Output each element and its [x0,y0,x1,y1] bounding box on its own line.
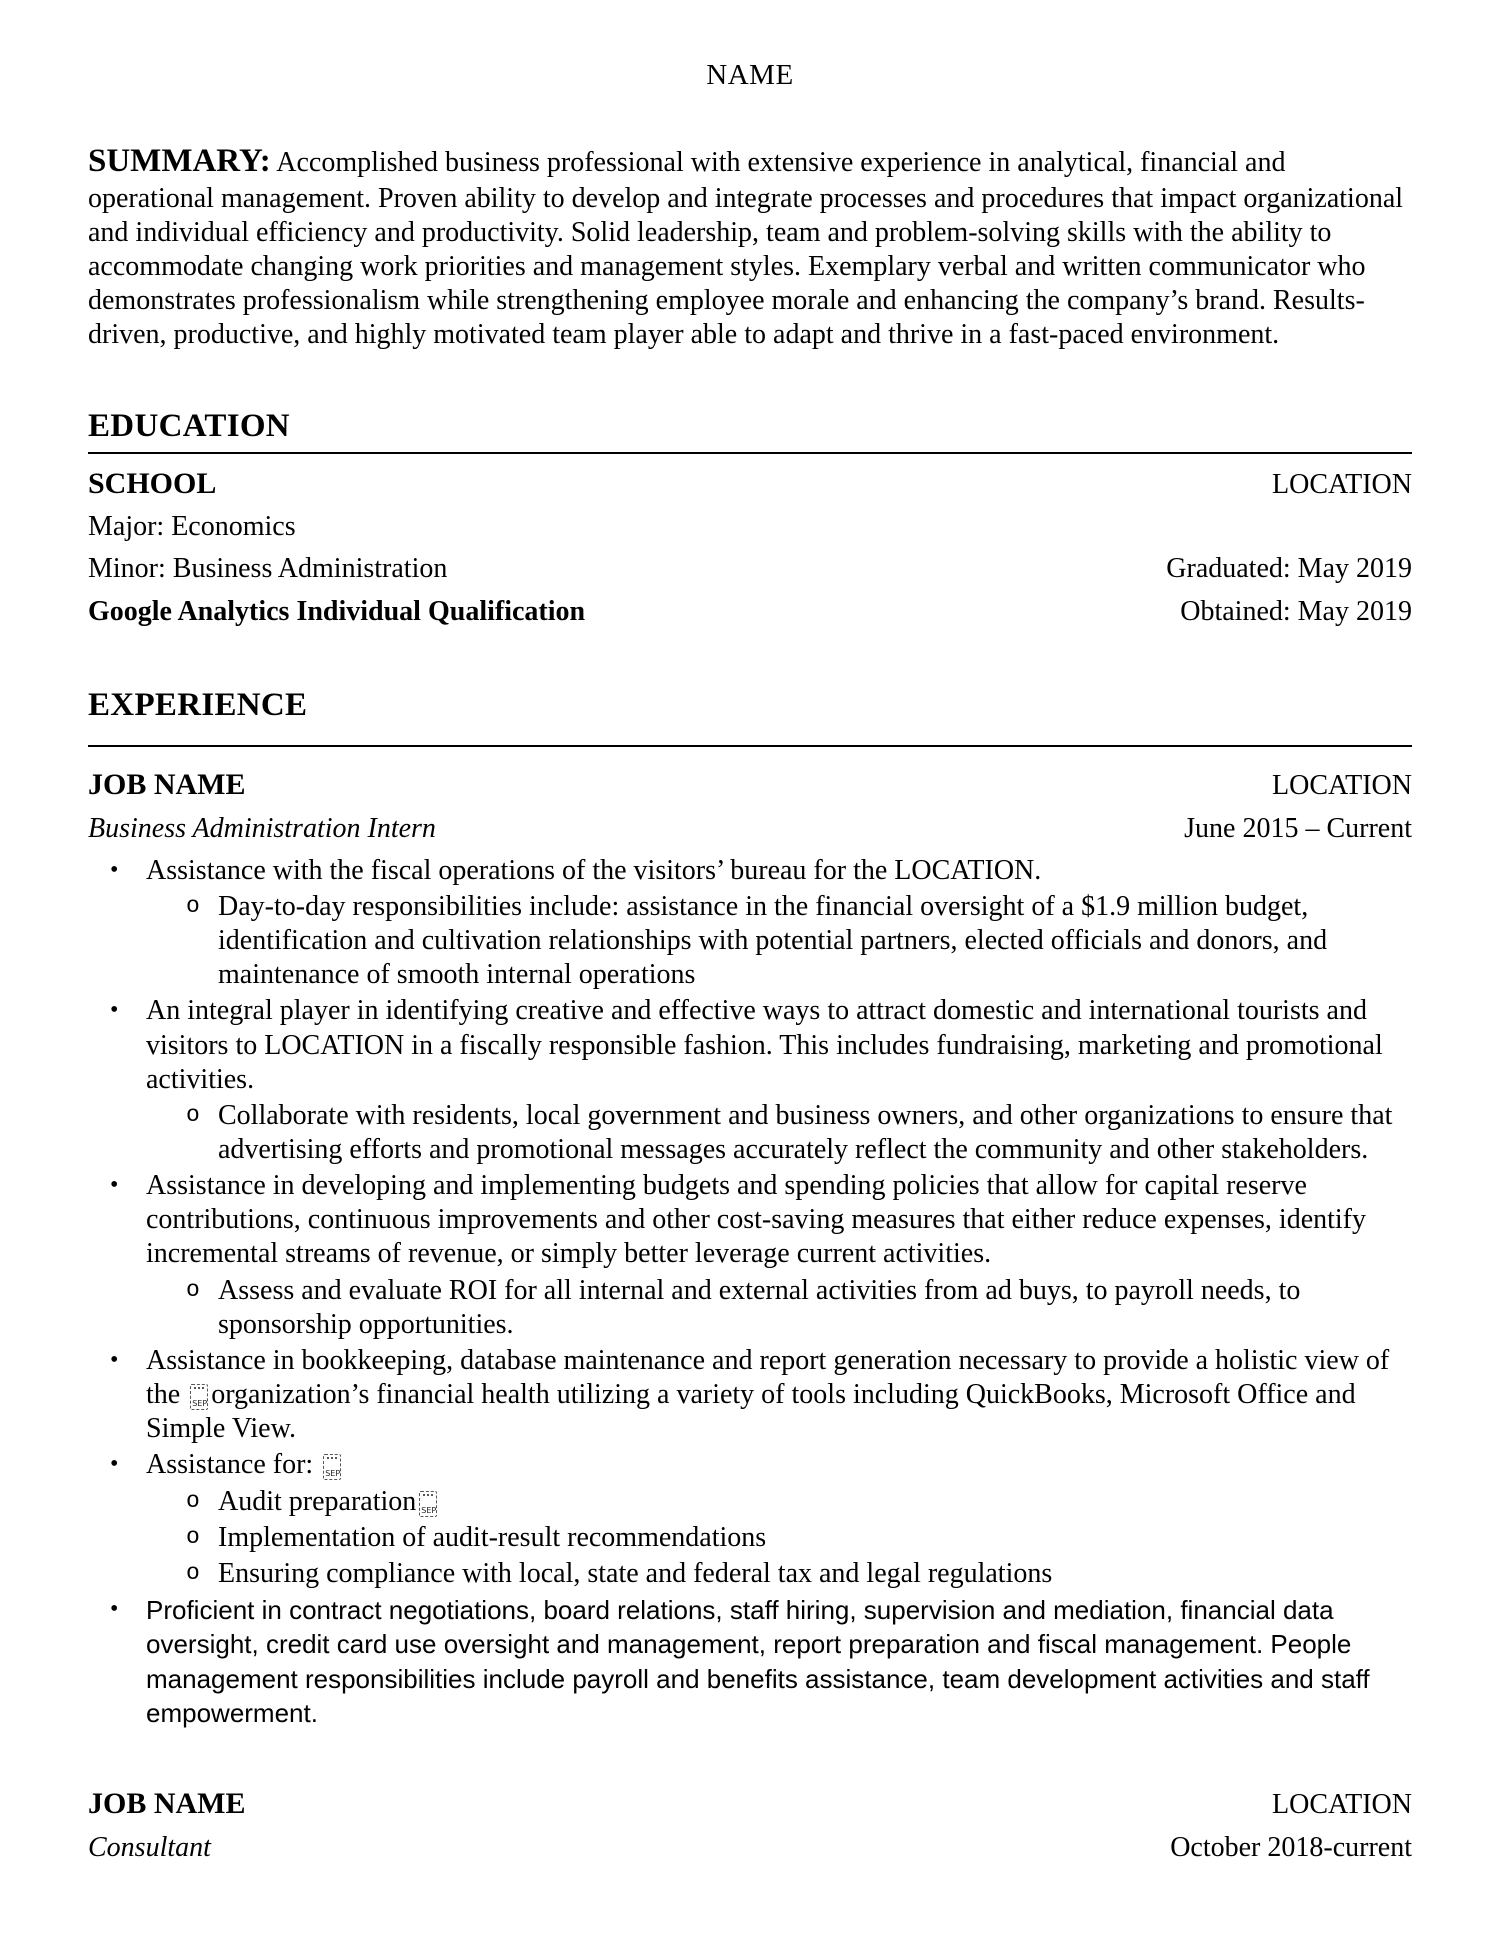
list-item [110,994,1412,1096]
sep-label: SEP [421,1505,437,1515]
sep-control-character [190,1384,208,1410]
bullet-text: Assistance with the fiscal operations of the visitors’ bureau for the LOCATION. [146,854,1042,886]
bullet-icon: • [110,856,119,883]
list-item [186,1274,1412,1342]
bullet-text: Assess and evaluate ROI for all internal and external activities from ad buys, to payroll needs, to sponsorship opportunities. [218,1274,1301,1340]
sub-bullet-icon: o [186,1487,200,1514]
bullet-text: Ensuring compliance with local, state and federal tax and legal regulations [218,1557,1053,1589]
sep-control-character [323,1454,341,1480]
education-major: Major: Economics [88,511,296,543]
bullet-text [218,1485,1412,1519]
list-item [110,1169,1412,1271]
sub-bullet-icon: o [186,892,200,919]
bullet-text: Proficient in contract negotiations, board relations, staff hiring, supervision and mediation, financial data oversight, credit card use oversight and management, report preparation and fiscal management. People management responsibilities include payroll and benefits assistance, team development activities and staff empowerment. [146,1595,1370,1728]
job-name: JOB NAME [88,767,246,801]
list-item [110,1344,1412,1446]
job-role: Business Administration Intern [88,812,436,844]
list-item [110,1593,1412,1730]
list-item [186,890,1412,992]
sep-control-character [419,1491,437,1517]
education-graduated-date: Graduated: May 2019 [1166,553,1412,585]
list-item [186,1099,1412,1167]
bullet-icon: • [110,1596,119,1622]
page-title: NAME [706,59,794,91]
list-item [186,1485,1412,1519]
summary-label: SUMMARY: [88,143,271,180]
bullet-text: Collaborate with residents, local government and business owners, and other organizations to ensure that advertising efforts and promotional messages accurately reflect the community and other stakeholders. [218,1099,1393,1165]
section-heading-experience: EXPERIENCE [88,685,1412,747]
bullet-text-part: Audit preparation [218,1485,417,1517]
education-location: LOCATION [1272,468,1412,500]
list-item [186,1521,1412,1555]
job1-header-row [88,767,1412,804]
sub-bullet-icon: o [186,1559,200,1586]
bullet-text: An integral player in identifying creative and effective ways to attract domestic and international tourists and visitors to LOCATION in a fiscally responsible fashion. This includes fundraising, marketing and promotional activities. [146,995,1383,1095]
sub-bullet-icon: o [186,1276,200,1303]
job-dates: October 2018-current [1170,1831,1412,1863]
summary-text: Accomplished business professional with extensive experience in analytical, financial and operational management. Proven ability to develop and integrate processes and procedures that impact organizational and individual efficiency and productivity. Solid leadership, team and problem-solving skills with the ability to accommodate changing work priorities and management styles. Exemplary verbal and written communicator who demonstrates professionalism while strengthening employee morale and enhancing the company’s brand. Results-driven, productive, and highly motivated team player able to adapt and thrive in a fast-paced environment. [88,147,1404,351]
sep-label: SEP [192,1399,208,1409]
list-item [186,1557,1412,1591]
education-qualification-row [88,595,1412,629]
bullet-text: Implementation of audit-result recommendations [218,1521,767,1553]
job1-bullet-list [88,854,1412,1731]
education-obtained-date: Obtained: May 2019 [1180,595,1412,627]
bullet-icon: • [110,997,119,1024]
bullet-text-part: Assistance for: [146,1449,321,1481]
job2-header-row [88,1786,1412,1823]
job-role: Consultant [88,1831,211,1863]
job-name: JOB NAME [88,1787,246,1821]
job2-role-row [88,1831,1412,1865]
education-school-row [88,466,1412,503]
bullet-text-part: organization’s financial health utilizing a variety of tools including QuickBooks, Microsoft Office and Simple View. [146,1379,1356,1445]
job1-role-row [88,812,1412,846]
bullet-text: Assistance in developing and implementing budgets and spending policies that allow for capital reserve contributions, continuous improvements and other cost-saving measures that either reduce expenses, identify incremental streams of revenue, or simply better leverage current activities. [146,1170,1367,1270]
sub-bullet-icon: o [186,1101,200,1128]
job-location: LOCATION [1272,769,1412,801]
bullet-text [146,1448,1412,1482]
bullet-icon: • [110,1172,119,1199]
sep-label: SEP [325,1469,341,1479]
bullet-text-part: Assistance in bookkeeping, database maintenance and report generation necessary to provide a holistic view of the [146,1344,1390,1411]
education-qualification: Google Analytics Individual Qualification [88,595,586,627]
bullet-icon: • [110,1346,119,1373]
bullet-text [146,1344,1412,1446]
summary-paragraph [88,141,1412,352]
section-heading-education: EDUCATION [88,406,1412,453]
school-name: SCHOOL [88,466,217,500]
sub-bullet-icon: o [186,1523,200,1550]
bullet-text: Day-to-day responsibilities include: assistance in the financial oversight of a $1.9 million budget, identification and cultivation relationships with potential partners, elected officials and donors, and maintenance of smooth internal operations [218,890,1328,991]
list-item [110,854,1412,888]
education-minor-row [88,552,1412,586]
education-minor: Minor: Business Administration [88,553,448,585]
job-location: LOCATION [1272,1789,1412,1821]
list-item [110,1448,1412,1482]
bullet-icon: • [110,1451,119,1478]
education-major-row [88,510,1412,544]
job-dates: June 2015 – Current [1184,812,1412,844]
